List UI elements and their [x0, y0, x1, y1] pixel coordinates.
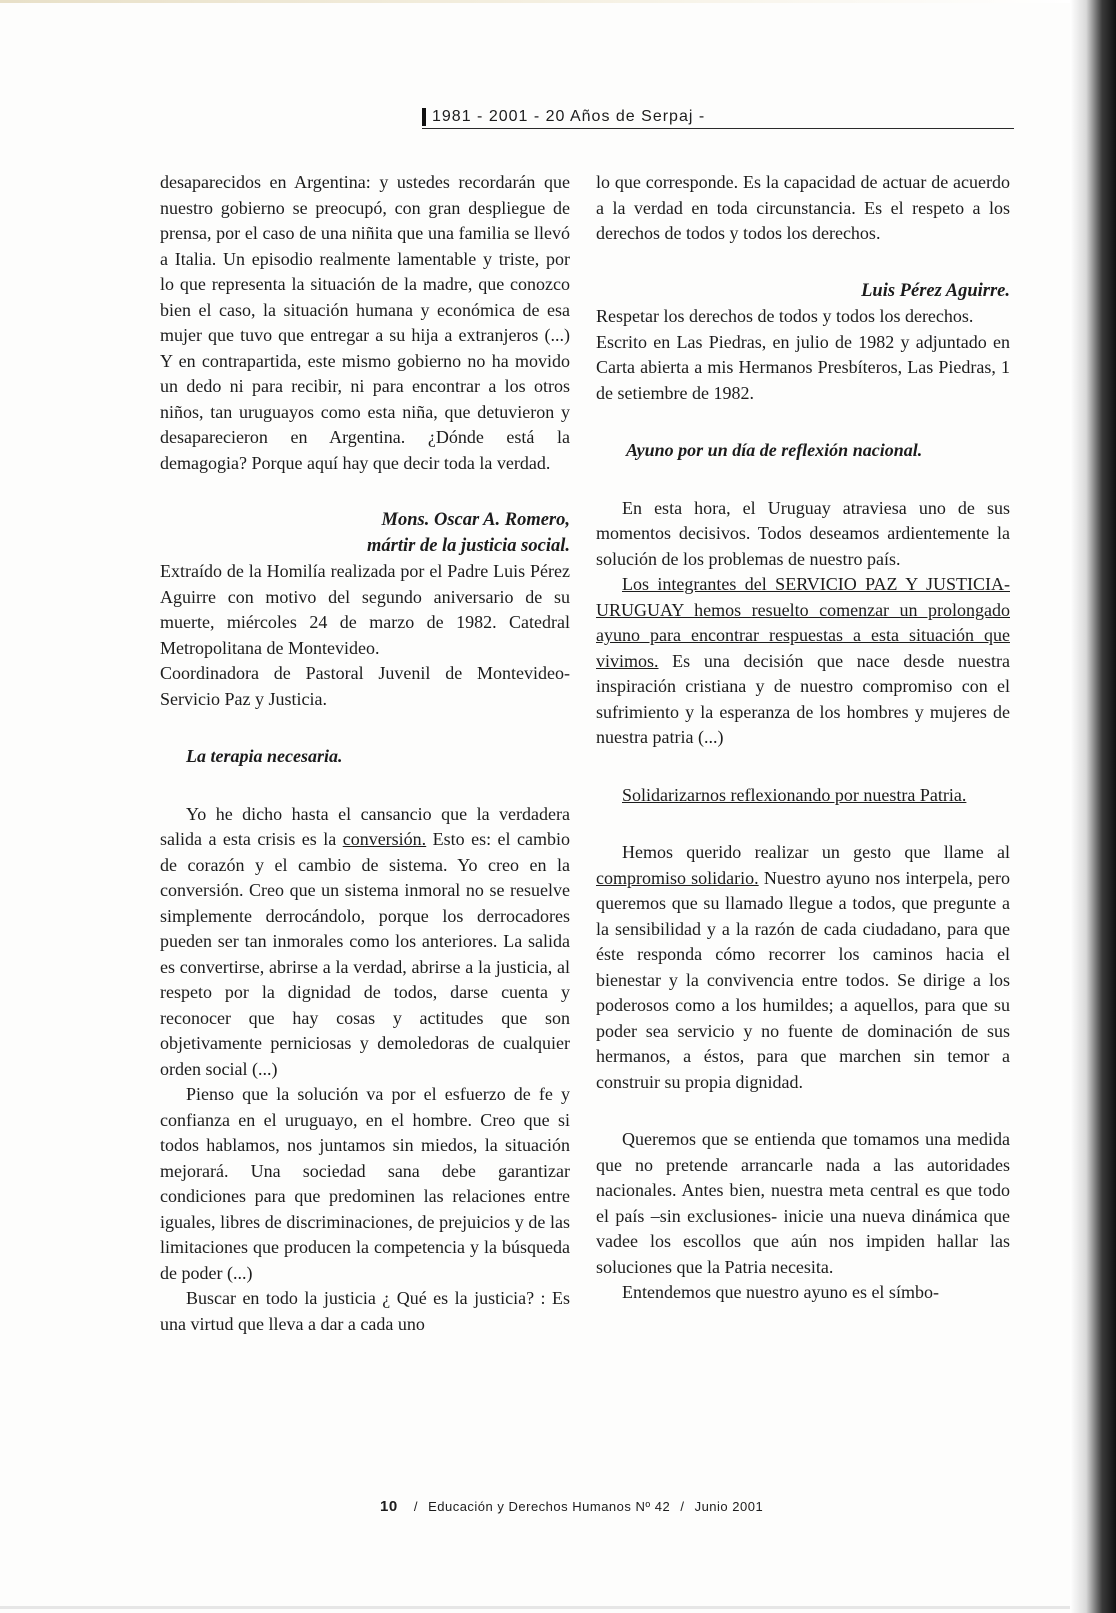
right-paragraph-4	[596, 840, 1010, 1095]
left-paragraph-3: Pienso que la solución va por el esfuerzo de fe y confianza en el uruguayo, en el hombre. Creo que si todos hablamos, nos juntamos sin miedos, la situación mejorará. Una sociedad sana debe garantizar condiciones para que predominen las relaciones entre iguales, libres de discriminaciones, de prejuicios y de las limitaciones que producen la competencia y la búsqueda de poder (...)	[160, 1084, 570, 1283]
right-paragraph-3	[596, 572, 1010, 751]
subheading-solidarizarnos: Solidarizarnos reflexionando por nuestra Patria.	[622, 784, 967, 805]
underlined-compromiso: compromiso solidario.	[596, 867, 759, 888]
publication-date: Junio 2001	[694, 1499, 764, 1514]
underlined-conversion: conversión.	[342, 829, 427, 849]
right-paragraph-5: Queremos que se entienda que tomamos una medida que no pretende arrancarle nada a las autoridades nacionales. Antes bien, nuestra meta central es que todo el país –sin exclusiones- inicie una nueva dinámica que vadee los escollos que aún nos impiden hallar las soluciones que la Patria necesita.	[596, 1129, 1010, 1277]
running-title: 1981 - 2001 - 20 Años de Serpaj -	[432, 108, 706, 125]
left-paragraph-2	[160, 802, 570, 1083]
publication-name: Educación y Derechos Humanos Nº 42	[428, 1499, 671, 1514]
source-coordinadora: Coordinadora de Pastoral Juvenil de Montevideo- Servicio Paz y Justicia.	[160, 663, 570, 709]
footer-separator: /	[413, 1499, 418, 1514]
left-paragraph-2-start: Yo he dicho hasta el cansancio que la verdadera salida a esta crisis es la	[160, 803, 570, 849]
right-paragraph-2: En esta hora, el Uruguay atraviesa uno de sus momentos decisivos. Todos deseamos ardientemente la solución de los problemas de nuestro país.	[596, 497, 1010, 569]
page-number: 10	[380, 1498, 398, 1515]
signature-romero-name: Mons. Oscar A. Romero,	[381, 510, 570, 530]
footer-separator-2: /	[680, 1499, 685, 1514]
scan-edge-top	[0, 0, 1070, 3]
running-header	[422, 104, 1014, 129]
right-paragraph-4-start: Hemos querido realizar un gesto que llame al	[622, 842, 1010, 862]
left-paragraph-1: desaparecidos en Argentina: y ustedes recordarán que nuestro gobierno se preocupó, con gran despliegue de prensa, por el caso de una niñita que una familia se llevó a Italia. Un episodio realmente lamentable y triste, por lo que representa la situación de la madre, que conozco bien el caso, la situación humana y económica de esa mujer que tuvo que entregar a su hija a extranjeros (...) Y en contrapartida, este mismo gobierno no ha movido un dedo ni para recibir, ni para encontrar a los otros niños, tan uruguayos como esta niña, que detuvieron y desaparecieron en Argentina. ¿Dónde está la demagogia? Porque aquí hay que decir toda la verdad.	[160, 172, 570, 473]
left-paragraph-4: Buscar en todo la justicia ¿ Qué es la justicia? : Es una virtud que lleva a dar a cada uno	[160, 1288, 570, 1334]
right-column	[596, 170, 1010, 1306]
signature-perez-aguirre: Luis Pérez Aguirre.	[861, 280, 1010, 301]
header-bar-mark	[422, 108, 426, 126]
signature-romero-title: mártir de la justicia social.	[367, 535, 570, 556]
subheading-ayuno: Ayuno por un día de reflexión nacional.	[626, 440, 923, 460]
left-paragraph-2-end: Esto es: el cambio de corazón y el cambio de sistema. Yo creo en la conversión. Creo que un sistema inmoral no se resuelve simplemente derrocándolo, porque los derrocadores pueden ser tan inmorales como los anteriores. La salida es convertirse, abrirse a la verdad, abrirse a la justicia, al respeto por la dignidad de todos, darse cuenta y reconocer que hay cosas y actitudes que son objetivamente perniciosas y demoledoras de cualquier orden social (...)	[160, 829, 570, 1079]
left-column	[160, 170, 570, 1337]
page-footer	[380, 1498, 800, 1515]
source-las-piedras: Escrito en Las Piedras, en julio de 1982 y adjuntado en Carta abierta a mis Hermanos Presbíteros, Las Piedras, 1 de setiembre de 1982.	[596, 331, 1010, 403]
right-paragraph-3-end: Es una decisión que nace desde nuestra inspiración cristiana y de nuestro compromiso con el sufrimiento y la esperanza de los hombres y mujeres de nuestra patria (...)	[596, 650, 1010, 747]
scan-edge-bottom	[0, 1606, 1070, 1609]
subheading-terapia: La terapia necesaria.	[186, 746, 343, 766]
underlined-serpaj-decision: Los integrantes del SERVICIO PAZ Y JUSTICIA-URUGUAY hemos resuelto comenzar un prolongado ayuno para encontrar respuestas a esta situación que vivimos.	[596, 574, 1010, 671]
quote-respetar: Respetar los derechos de todos y todos los derechos.	[596, 306, 974, 326]
right-paragraph-1: lo que corresponde. Es la capacidad de actuar de acuerdo a la verdad en toda circunstancia. Es el respeto a los derechos de todos y todos los derechos.	[596, 172, 1010, 243]
scan-edge-right	[1070, 0, 1116, 1613]
right-paragraph-4-end: Nuestro ayuno nos interpela, pero queremos que su llamado llegue a todos, que pregunte a la sensibilidad y a la razón de cada ciudadano, para que éste responda cómo recorrer los caminos hacia el bienestar y la convivencia entre todos. Se dirige a los poderosos como a los humildes; a aquellos, para que su poder sea servicio y no fuente de dominación de sus hermanos, a éstos, para que marchen sin temor a construir su propia dignidad.	[596, 867, 1011, 1092]
source-homily: Extraído de la Homilía realizada por el Padre Luis Pérez Aguirre con motivo del segundo aniversario de su muerte, miércoles 24 de marzo de 1982. Catedral Metropolitana de Montevideo.	[160, 561, 570, 658]
right-paragraph-6: Entendemos que nuestro ayuno es el símbo-	[622, 1282, 939, 1302]
